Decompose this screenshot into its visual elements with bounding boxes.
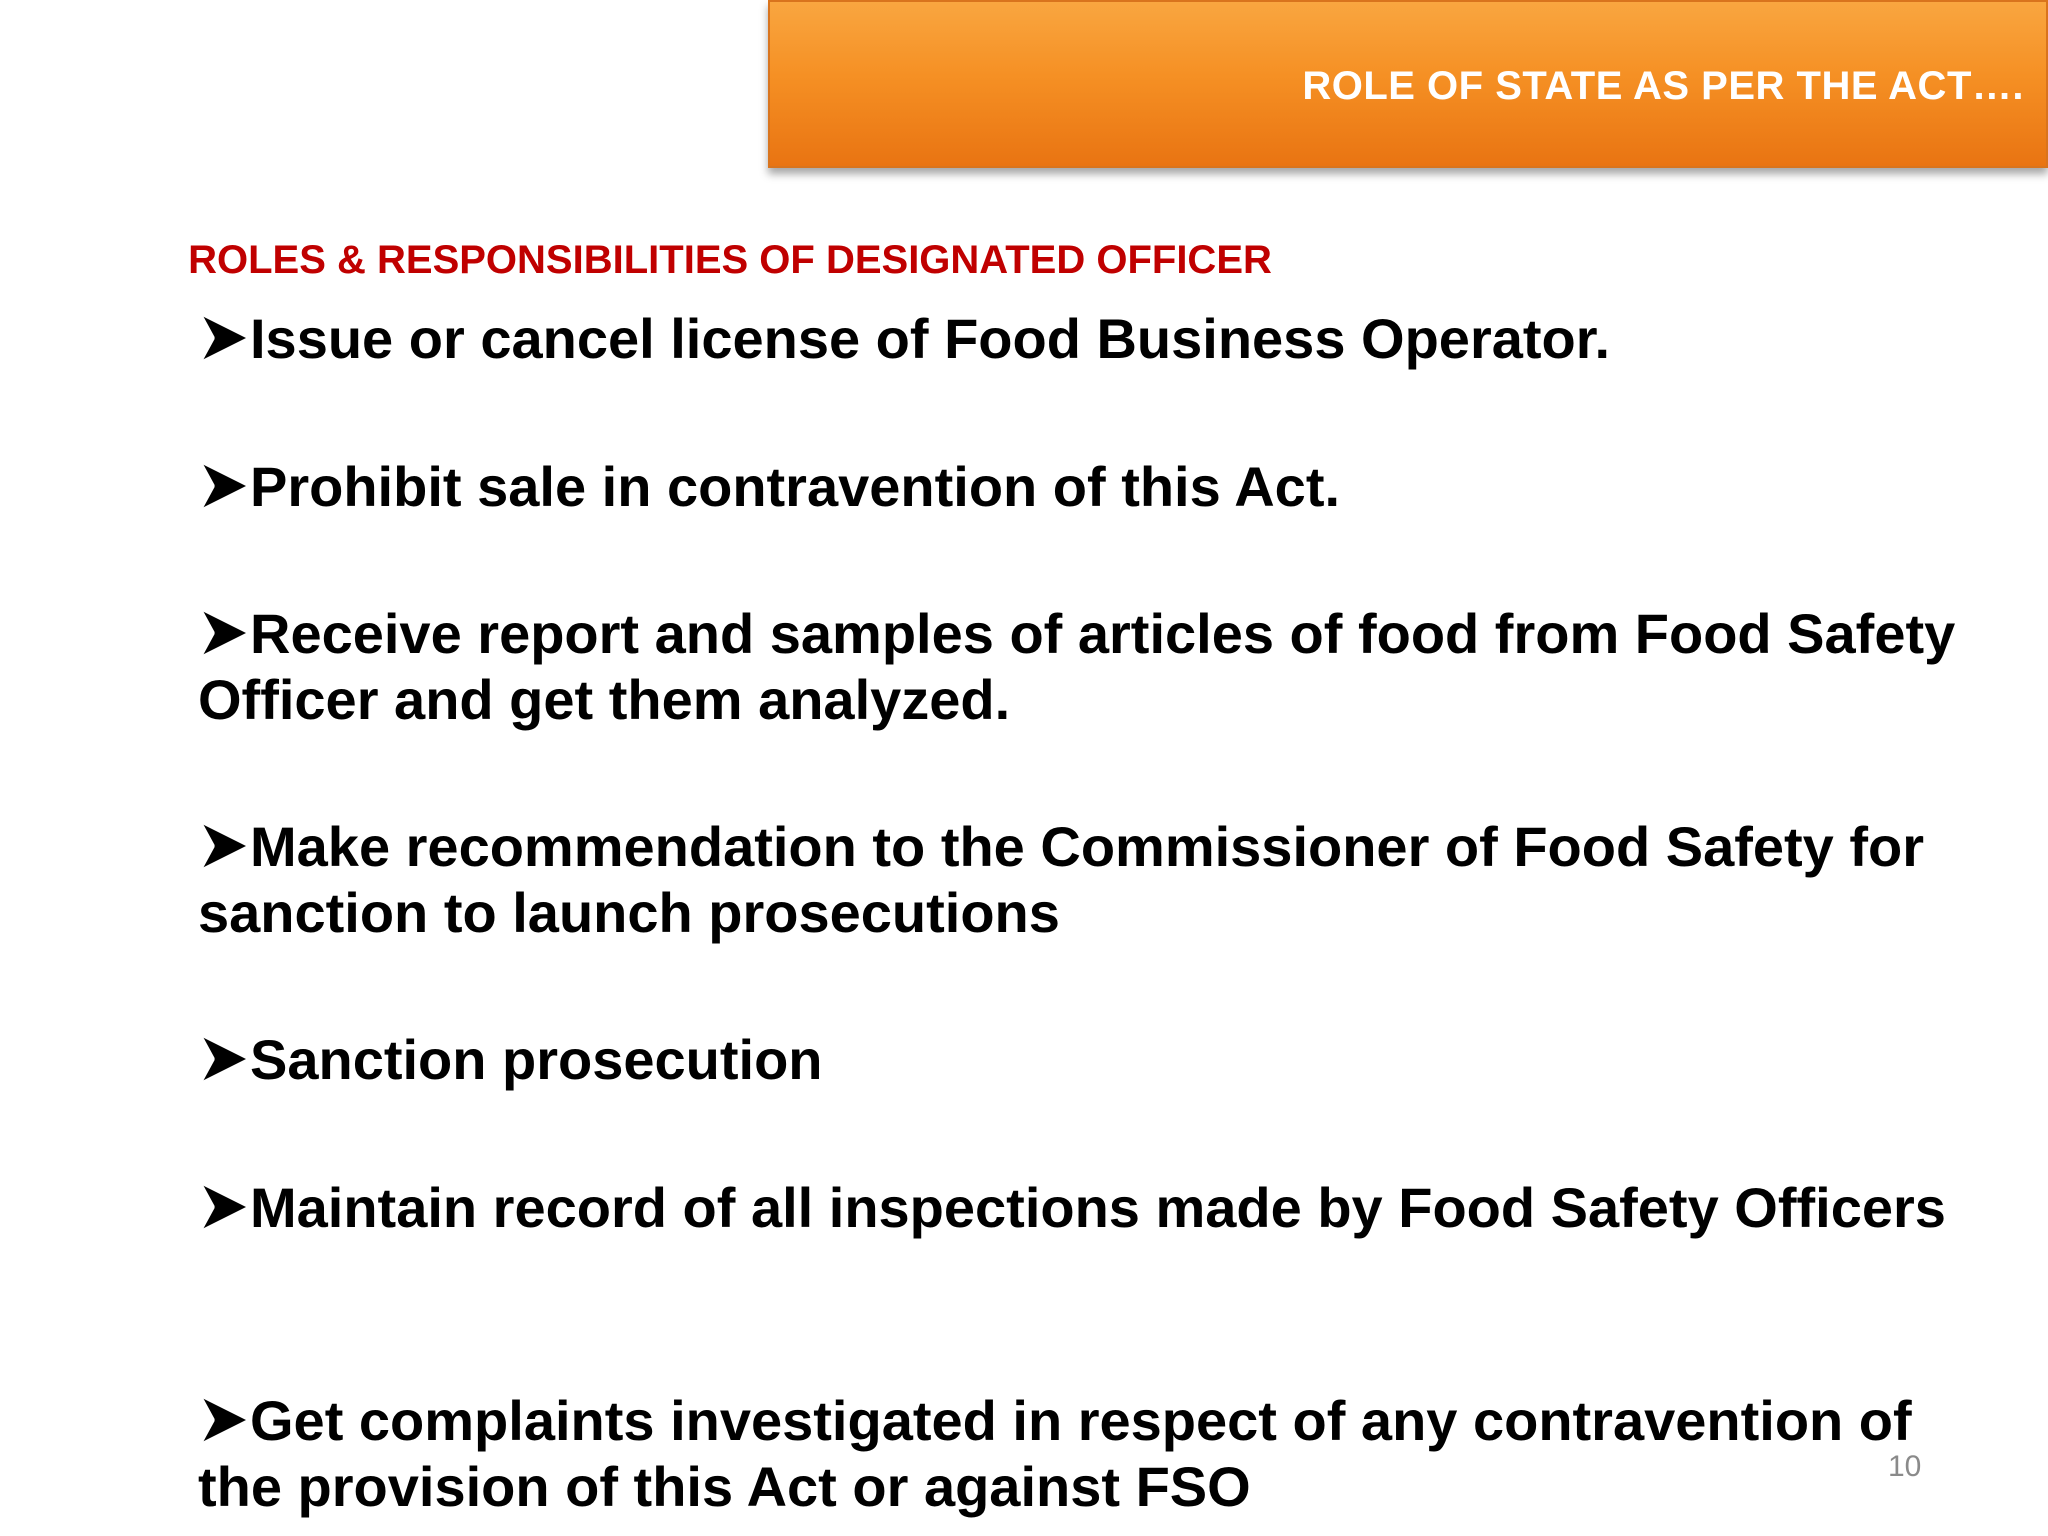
bullet-item [198, 1388, 2008, 1520]
slide-title: ROLE OF STATE AS PER THE ACT…. [1302, 64, 2024, 108]
arrowhead-bullet-icon [198, 1394, 250, 1446]
page-number: 10 [1888, 1450, 1922, 1483]
arrowhead-bullet-icon [198, 1033, 250, 1085]
bullet-text: Make recommendation to the Commissioner of Food Safety for sanction to launch prosecutions [198, 815, 1925, 944]
bullet-text: Maintain record of all inspections made by Food Safety Officers [250, 1176, 1946, 1239]
bullet-text: Sanction prosecution [250, 1028, 823, 1091]
bullet-item [198, 306, 2008, 372]
bullet-text: Issue or cancel license of Food Business Operator. [250, 307, 1610, 370]
bullet-text: Get complaints investigated in respect of any contravention of the provision of this Act or against FSO [198, 1389, 1912, 1518]
bullet-item [198, 454, 2008, 520]
bullet-item [198, 814, 2008, 946]
arrowhead-bullet-icon [198, 820, 250, 872]
arrowhead-bullet-icon [198, 460, 250, 512]
bullet-item [198, 601, 2008, 733]
arrowhead-bullet-icon [198, 1181, 250, 1233]
arrowhead-bullet-icon [198, 312, 250, 364]
title-banner [768, 0, 2048, 168]
slide-subtitle: ROLES & RESPONSIBILITIES OF DESIGNATED OFFICER [188, 238, 1272, 282]
bullet-item [198, 1175, 2008, 1241]
bullet-text: Prohibit sale in contravention of this Act. [250, 455, 1341, 518]
arrowhead-bullet-icon [198, 607, 250, 659]
bullet-item [198, 1027, 2008, 1093]
bullet-text: Receive report and samples of articles of food from Food Safety Officer and get them analyzed. [198, 602, 1956, 731]
